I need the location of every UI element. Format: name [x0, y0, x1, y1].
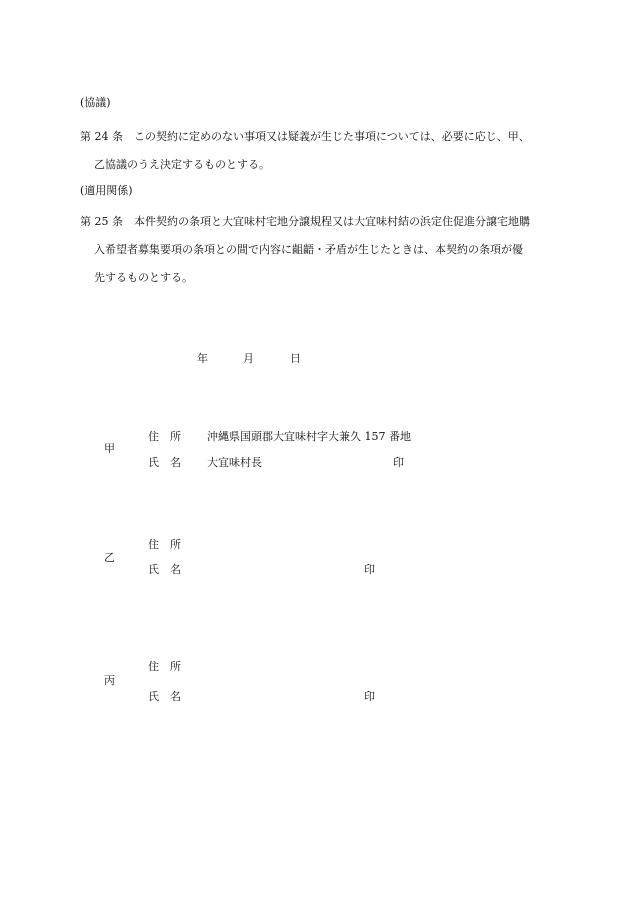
article-25-heading: (適用関係)	[80, 184, 133, 197]
party-b-seal: 印	[364, 563, 375, 576]
party-c-name-label: 氏 名	[148, 690, 181, 703]
party-a-name-label: 氏 名	[148, 456, 181, 469]
date-day: 日	[290, 352, 301, 365]
date-month: 月	[243, 352, 254, 365]
party-c-label: 丙	[104, 674, 115, 687]
party-a-name: 大宜味村長	[207, 456, 262, 469]
party-a-seal: 印	[393, 456, 404, 469]
article-25-line-1: 第 25 条 本件契約の条項と大宜味村宅地分譲規程又は大宜味村結の浜定住促進分譲宅地購	[80, 215, 530, 228]
party-b-name-label: 氏 名	[148, 563, 181, 576]
party-c-address-label: 住 所	[148, 660, 181, 673]
article-24-line-2: 乙協議のうえ決定するものとする。	[94, 158, 270, 171]
article-25-line-3: 先するものとする。	[94, 271, 193, 284]
party-a-address-label: 住 所	[148, 430, 181, 443]
article-25-line-2: 入希望者募集要項の条項との間で内容に齟齬・矛盾が生じたときは、本契約の条項が優	[94, 243, 523, 256]
article-24-heading: (協議)	[80, 96, 111, 109]
article-24-line-1: 第 24 条 この契約に定めのない事項又は疑義が生じた事項については、必要に応じ、甲、	[80, 130, 530, 143]
date-year: 年	[197, 352, 208, 365]
party-c-seal: 印	[364, 690, 375, 703]
party-a-address: 沖縄県国頭郡大宜味村字大兼久 157 番地	[207, 430, 411, 443]
party-b-label: 乙	[104, 551, 115, 564]
party-b-address-label: 住 所	[148, 538, 181, 551]
party-a-label: 甲	[104, 442, 115, 455]
